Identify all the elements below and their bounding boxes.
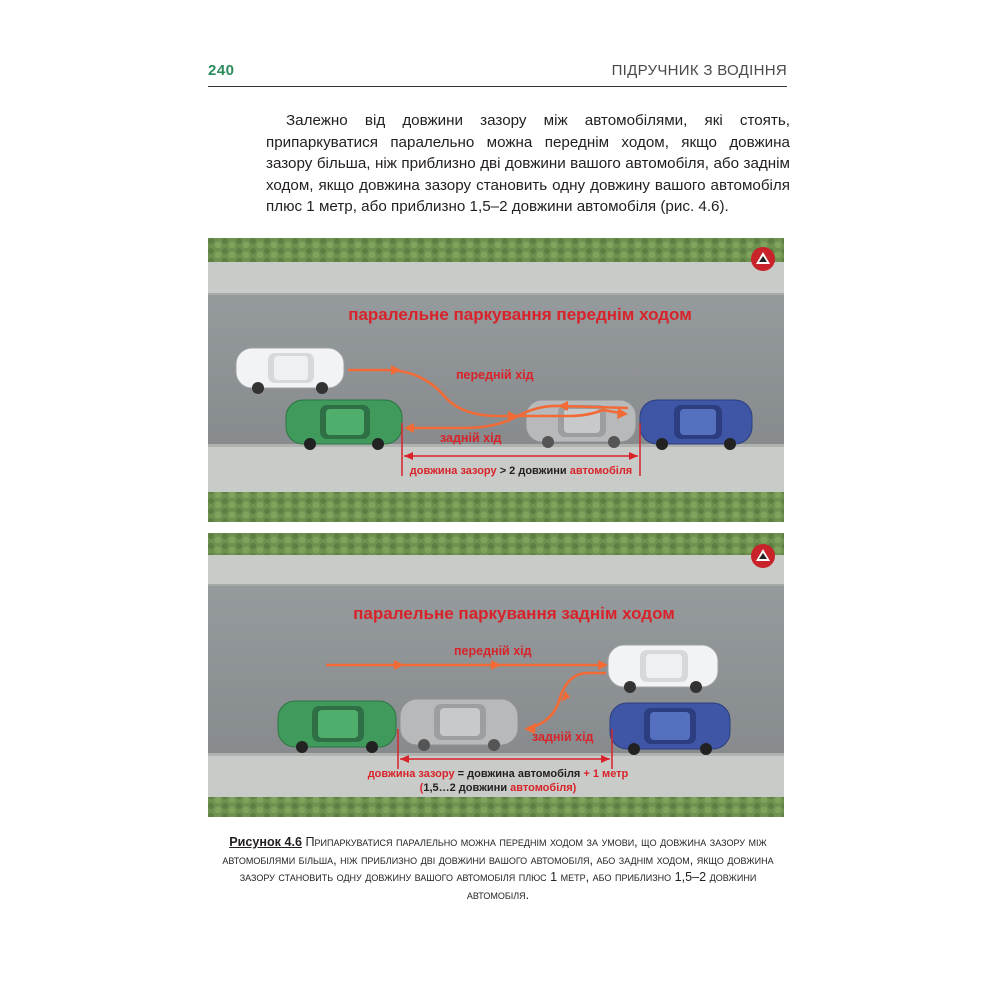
caption-label: Рисунок 4.6 <box>229 835 302 849</box>
green-car <box>278 701 396 753</box>
grass-bottom <box>208 797 784 817</box>
blue-car <box>610 703 730 755</box>
sidewalk-top <box>208 262 784 294</box>
gap-label-line1: довжина зазору = довжина автомобіля + 1 метр <box>367 768 629 780</box>
label-reverse: задній хід <box>532 730 594 744</box>
sidewalk-top <box>208 555 784 585</box>
logo-badge-icon <box>751 544 775 568</box>
body-paragraph: Залежно від довжини зазору між автомобілями, які стоять, припаркуватися паралельно можна переднім ходом, якщо довжина зазору більша, ніж приблизно дві довжини вашого автомобіля, або заднім ходом, якщо довжина зазору становить одну довжину вашого автомобіля плюс 1 метр, або приблизно 1,5–2 довжини автомобіля (рис. 4.6). <box>266 112 790 215</box>
grey-car <box>400 699 518 751</box>
gap-label: довжина зазору > 2 довжини автомобіля <box>409 465 633 477</box>
label-forward: передній хід <box>456 368 534 382</box>
gap-label-line2: (1,5…2 довжини автомобіля) <box>419 782 577 794</box>
figure-forward-parking <box>208 238 784 522</box>
figure-title: паралельне паркування заднім ходом <box>353 604 675 623</box>
figure-reverse-parking <box>208 533 784 817</box>
white-car <box>236 348 344 394</box>
label-reverse: задній хід <box>440 431 502 445</box>
running-title: ПІДРУЧНИК З ВОДІННЯ <box>611 62 787 79</box>
page-number: 240 <box>208 62 235 79</box>
grass-top <box>208 533 784 555</box>
logo-badge-icon <box>751 247 775 271</box>
label-forward: передній хід <box>454 644 532 658</box>
grass-bottom <box>208 492 784 522</box>
caption-text: Припаркуватися паралельно можна переднім ходом за умови, що довжина зазору між автомобілями більша, ніж приблизно дві довжини вашого автомобіля, або заднім ходом, якщо довжина зазору становить одну довжину вашого автомобіля плюс 1 метр, або приблизно 1,5–2 довжини автомобіля. <box>222 835 774 902</box>
figure-title: паралельне паркування переднім ходом <box>348 305 692 324</box>
header-rule <box>208 86 787 87</box>
white-car <box>608 645 718 693</box>
grass-top <box>208 238 784 262</box>
green-car <box>286 400 402 450</box>
blue-car <box>640 400 752 450</box>
figure-caption <box>208 834 788 904</box>
